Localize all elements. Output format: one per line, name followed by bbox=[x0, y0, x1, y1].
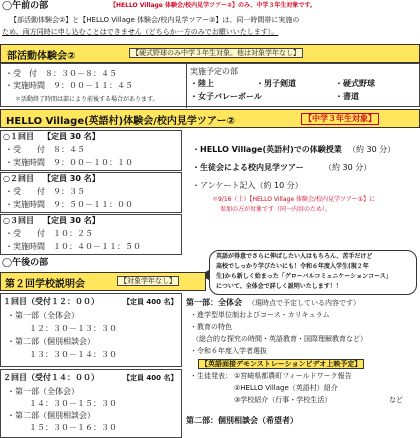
club-list-header: 実施予定の部 bbox=[190, 67, 238, 76]
hello-content-3: ・アンケート記入（約 10 分） bbox=[192, 181, 303, 190]
hello-red-note-1: ＊9/16（土）【HELLO Village 体験会/校内見学ツアー①】に bbox=[212, 196, 376, 203]
club-body bbox=[0, 63, 420, 107]
club-reception: ・受 付 ８：３０－８：４５ bbox=[5, 69, 117, 78]
briefing-title: 第２回学校説明会 bbox=[5, 279, 85, 290]
briefing-content bbox=[184, 296, 420, 438]
hello-session-label: ○３回目 bbox=[3, 216, 34, 225]
morning-title: ◯午前の部 bbox=[2, 1, 49, 11]
briefing-header bbox=[0, 272, 206, 291]
callout-line-2: 高校でしっかり学びたいにも！令和６年度入学生(現２年 bbox=[216, 263, 369, 270]
callout-line-4: について、全体会で詳しく説明いたします！！ bbox=[216, 283, 342, 290]
course-callout bbox=[209, 250, 417, 295]
club-subtitle: 【硬式野球のみ中学３年生対象。他は対象学年なし】 bbox=[129, 48, 303, 58]
students-item-1: ①宮崎県都農町フィールドワーク報告 bbox=[234, 372, 352, 380]
briefing-part2-time: １５：３０－１６：３０ bbox=[29, 423, 117, 432]
hello-session-reception: ・受 付 １０：２５ bbox=[5, 229, 93, 238]
briefing-subtitle: 【対象学年なし】 bbox=[117, 276, 179, 286]
hello-session-reception: ・受 付 ８：４５ bbox=[5, 145, 85, 154]
briefing-part1-time: １４：３０－１５：３０ bbox=[29, 399, 117, 408]
hello-session-time: ・実施時間 ９：５０－１１：００ bbox=[5, 200, 133, 209]
hello-badge: 【中学３年生対象】 bbox=[301, 113, 379, 125]
briefing-item-4: ・令和６年度入学者選抜 bbox=[190, 347, 267, 355]
briefing-session-2 bbox=[0, 369, 182, 438]
hello-session-capacity: 【定員 30 名】 bbox=[43, 216, 100, 225]
club-item-calligraphy: ・書道 bbox=[335, 92, 359, 101]
briefing-session-1 bbox=[0, 293, 182, 367]
briefing-highlight: 【英語面接デモンストレーションビデオ上映予定】 bbox=[198, 359, 364, 369]
hello-session-3 bbox=[0, 214, 182, 255]
briefing-session-capacity: 【定員 400 名】 bbox=[123, 298, 178, 306]
briefing-session-label: １回目（受付１２：００） bbox=[3, 297, 99, 306]
morning-note-line1: 【部活動体験会②】と【HELLO Village 体験会/校内見学ツアー②】は、同一時間帯に実施の bbox=[10, 16, 300, 24]
club-note: ＊活動終了時間は部により前後する場合があります。 bbox=[15, 96, 159, 103]
club-item-track: ・陸上 bbox=[190, 79, 214, 88]
hello-content bbox=[184, 130, 420, 255]
briefing-part1: ・第一部（全体会） bbox=[7, 311, 79, 320]
briefing-item-3: （総合的な探究の時間・英語教育・国際理解教育など） bbox=[192, 335, 367, 343]
morning-note-red: 【HELLO Village 体験会/校内見学ツアー②】のみ、中学３年生対象です。 bbox=[110, 2, 316, 9]
club-item-baseball: ・硬式野球 bbox=[335, 79, 375, 88]
students-item-3: ③学校紹介（行事・学校生活） bbox=[234, 396, 332, 404]
briefing-session-label: ２回目（受付１４：００） bbox=[3, 373, 99, 382]
hello-session-2 bbox=[0, 172, 182, 213]
hello-red-note-2: 参加の方が対象です（同一内容のため）。 bbox=[220, 206, 332, 213]
hello-session-capacity: 【定員 30 名】 bbox=[43, 174, 100, 183]
hello-session-capacity: 【定員 30 名】 bbox=[43, 132, 100, 141]
afternoon-title: ◯午後の部 bbox=[2, 258, 49, 268]
briefing-part2-summary: 第二部：個別相談会（希望者） bbox=[186, 416, 298, 425]
hello-session-time: ・実施時間 １０：４０－１１：５０ bbox=[5, 242, 141, 251]
club-item-volleyball: ・女子バレーボール bbox=[190, 92, 262, 101]
briefing-part1: ・第一部（全体会） bbox=[7, 387, 79, 396]
club-header bbox=[0, 44, 420, 63]
hello-content-1-duration: （約 30 分） bbox=[348, 145, 396, 154]
briefing-part2: ・第二部（個別相談会） bbox=[7, 337, 95, 346]
hello-content-1: ・HELLO Village(英語村)での体験授業 bbox=[192, 145, 342, 154]
hello-session-reception: ・受 付 ９：３５ bbox=[5, 187, 85, 196]
morning-note-line2: ため、両方同時に申し込むことはできません（どちらか一方のみでお願いいたします）。 bbox=[2, 28, 279, 36]
club-title: 部活動体験会② bbox=[7, 51, 76, 62]
hello-session-label: ○２回目 bbox=[3, 174, 34, 183]
briefing-session-capacity: 【定員 400 名】 bbox=[123, 374, 178, 382]
students-etc: など bbox=[389, 396, 403, 404]
briefing-item-2: ・教育の特色 bbox=[190, 323, 232, 331]
briefing-part2-time: １３：３０－１４：３０ bbox=[29, 350, 117, 359]
hello-session-time: ・実施時間 ９：００－１０：１０ bbox=[5, 158, 133, 167]
callout-line-1: 英語が得意でさらに伸ばしたい人はもちろん、苦手だけど bbox=[216, 253, 373, 260]
briefing-content-title: 第一部：全体会 bbox=[186, 298, 242, 307]
briefing-part1-time: １２：３０－１３：３０ bbox=[29, 324, 117, 333]
hello-title: HELLO Village(英語村)体験会/校内見学ツアー② bbox=[6, 116, 236, 127]
club-time: ・実施時間 ９：００－１１：４５ bbox=[5, 81, 133, 90]
hello-session-1 bbox=[0, 130, 182, 171]
hello-content-2-duration: （約 30 分） bbox=[324, 163, 372, 172]
students-item-2: ②HELLO Village（英語村）紹介 bbox=[234, 384, 338, 392]
briefing-content-title-rest: （現時点で予定している内容です） bbox=[248, 299, 360, 307]
hello-content-2: ・生徒会による校内見学ツアー bbox=[192, 163, 304, 172]
hello-session-label: ○１回目 bbox=[3, 132, 34, 141]
briefing-part2: ・第二部（個別相談会） bbox=[7, 411, 95, 420]
club-divider bbox=[186, 64, 187, 108]
briefing-item-1: ・進学型単位制およびコース・カリキュラム bbox=[190, 311, 330, 319]
callout-line-3: 生)から新しく始まった「グローバルコミュニケーションコース」 bbox=[216, 273, 392, 280]
club-item-kendo: ・男子剣道 bbox=[256, 79, 296, 88]
students-label: ・生徒発表： bbox=[190, 372, 232, 380]
hello-header bbox=[0, 109, 420, 128]
